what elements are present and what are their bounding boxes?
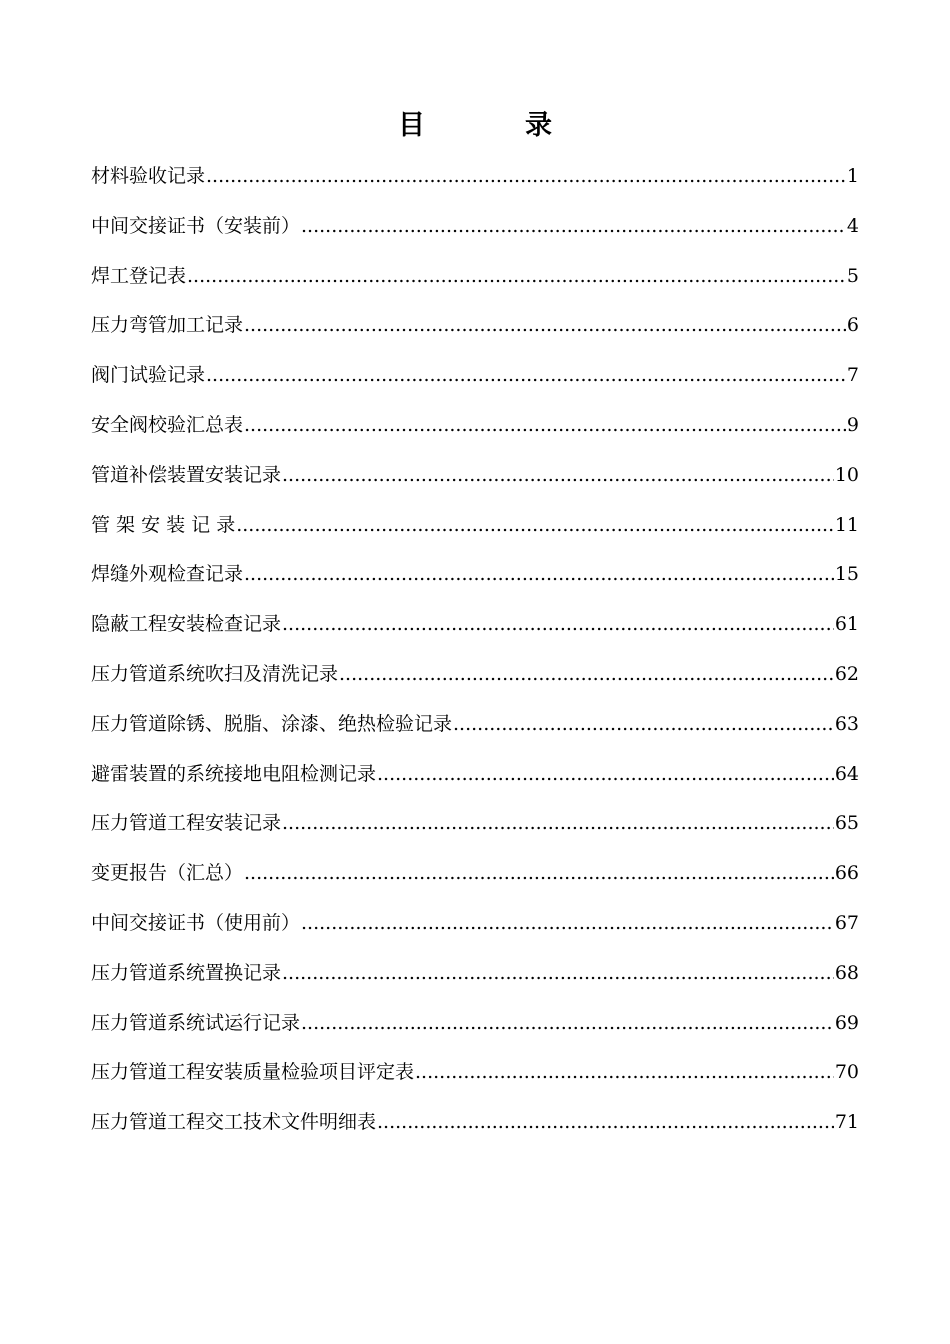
toc-dot-leader bbox=[206, 156, 846, 196]
toc-dot-leader bbox=[236, 505, 834, 545]
toc-entry-label: 压力管道系统试运行记录 bbox=[91, 1011, 301, 1034]
toc-entry-label: 压力管道除锈、脱脂、涂漆、绝热检验记录 bbox=[91, 712, 453, 735]
toc-entry-page: 63 bbox=[834, 712, 859, 735]
toc-entry-page: 66 bbox=[834, 862, 859, 885]
toc-entry-8[interactable] bbox=[91, 505, 859, 555]
toc-title bbox=[0, 106, 950, 146]
toc-entry-10[interactable] bbox=[91, 604, 859, 654]
toc-entry-label: 安全阀校验汇总表 bbox=[91, 413, 244, 436]
toc-entry-label: 压力管道系统置换记录 bbox=[91, 961, 282, 984]
toc-entry-page: 61 bbox=[834, 613, 859, 636]
toc-dot-leader bbox=[377, 1102, 834, 1142]
toc-entry-13[interactable] bbox=[91, 754, 859, 804]
toc-entry-label: 隐蔽工程安装检查记录 bbox=[91, 613, 282, 636]
toc-entry-20[interactable] bbox=[91, 1102, 859, 1152]
toc-entry-14[interactable] bbox=[91, 803, 859, 853]
toc-entry-label: 避雷装置的系统接地电阻检测记录 bbox=[91, 762, 377, 785]
toc-dot-leader bbox=[244, 853, 834, 893]
toc-dot-leader bbox=[282, 455, 834, 495]
toc-entry-label: 压力弯管加工记录 bbox=[91, 314, 244, 337]
toc-dot-leader bbox=[282, 604, 834, 644]
toc-dot-leader bbox=[377, 754, 834, 794]
toc-entry-17[interactable] bbox=[91, 953, 859, 1003]
toc-dot-leader bbox=[282, 953, 834, 993]
toc-entry-7[interactable] bbox=[91, 455, 859, 505]
toc-entry-label: 焊工登记表 bbox=[91, 264, 187, 287]
toc-list bbox=[91, 156, 859, 1152]
toc-dot-leader bbox=[187, 256, 846, 296]
toc-entry-page: 1 bbox=[846, 165, 859, 187]
toc-dot-leader bbox=[282, 803, 834, 843]
toc-dot-leader bbox=[244, 305, 846, 345]
toc-entry-label: 中间交接证书（使用前） bbox=[91, 911, 301, 934]
toc-entry-2[interactable] bbox=[91, 206, 859, 256]
toc-entry-page: 15 bbox=[834, 563, 859, 586]
toc-dot-leader bbox=[453, 704, 834, 744]
toc-entry-label: 管道补偿装置安装记录 bbox=[91, 463, 282, 486]
toc-dot-leader bbox=[301, 903, 834, 943]
toc-entry-page: 62 bbox=[834, 662, 859, 685]
toc-entry-18[interactable] bbox=[91, 1003, 859, 1053]
toc-entry-label: 焊缝外观检查记录 bbox=[91, 563, 244, 586]
toc-entry-label: 变更报告（汇总） bbox=[91, 862, 244, 885]
toc-entry-page: 70 bbox=[834, 1061, 859, 1084]
toc-entry-label: 材料验收记录 bbox=[91, 165, 206, 187]
toc-dot-leader bbox=[244, 405, 846, 445]
toc-dot-leader bbox=[301, 1003, 834, 1043]
toc-dot-leader bbox=[244, 554, 834, 594]
toc-title-right: 录 bbox=[525, 110, 552, 141]
toc-entry-6[interactable] bbox=[91, 405, 859, 455]
toc-entry-page: 11 bbox=[834, 513, 859, 536]
toc-entry-11[interactable] bbox=[91, 654, 859, 704]
toc-entry-label: 管 架 安 装 记 录 bbox=[91, 513, 236, 536]
toc-entry-page: 64 bbox=[834, 762, 859, 785]
toc-entry-label: 压力管道工程安装质量检验项目评定表 bbox=[91, 1061, 415, 1084]
toc-entry-page: 10 bbox=[834, 463, 859, 486]
toc-entry-label: 压力管道系统吹扫及清洗记录 bbox=[91, 662, 339, 685]
toc-entry-page: 4 bbox=[846, 214, 859, 237]
toc-entry-page: 9 bbox=[846, 413, 859, 436]
toc-entry-page: 67 bbox=[834, 911, 859, 934]
toc-entry-page: 65 bbox=[834, 812, 859, 835]
toc-entry-19[interactable] bbox=[91, 1052, 859, 1102]
toc-dot-leader bbox=[415, 1052, 834, 1092]
toc-entry-16[interactable] bbox=[91, 903, 859, 953]
toc-entry-4[interactable] bbox=[91, 305, 859, 355]
toc-entry-page: 7 bbox=[846, 364, 859, 387]
toc-entry-page: 68 bbox=[834, 961, 859, 984]
toc-title-left: 目 bbox=[398, 110, 425, 141]
toc-entry-1[interactable] bbox=[91, 156, 859, 206]
toc-entry-label: 压力管道工程安装记录 bbox=[91, 812, 282, 835]
toc-entry-12[interactable] bbox=[91, 704, 859, 754]
toc-entry-page: 69 bbox=[834, 1011, 859, 1034]
toc-entry-3[interactable] bbox=[91, 256, 859, 306]
toc-entry-5[interactable] bbox=[91, 355, 859, 405]
toc-entry-label: 阀门试验记录 bbox=[91, 364, 206, 387]
toc-entry-label: 中间交接证书（安装前） bbox=[91, 214, 301, 237]
toc-entry-page: 5 bbox=[846, 264, 859, 287]
toc-dot-leader bbox=[301, 206, 846, 246]
toc-entry-15[interactable] bbox=[91, 853, 859, 903]
toc-dot-leader bbox=[339, 654, 834, 694]
toc-entry-page: 71 bbox=[834, 1111, 859, 1134]
toc-entry-page: 6 bbox=[846, 314, 859, 337]
toc-entry-label: 压力管道工程交工技术文件明细表 bbox=[91, 1111, 377, 1134]
toc-dot-leader bbox=[206, 355, 846, 395]
toc-entry-9[interactable] bbox=[91, 554, 859, 604]
